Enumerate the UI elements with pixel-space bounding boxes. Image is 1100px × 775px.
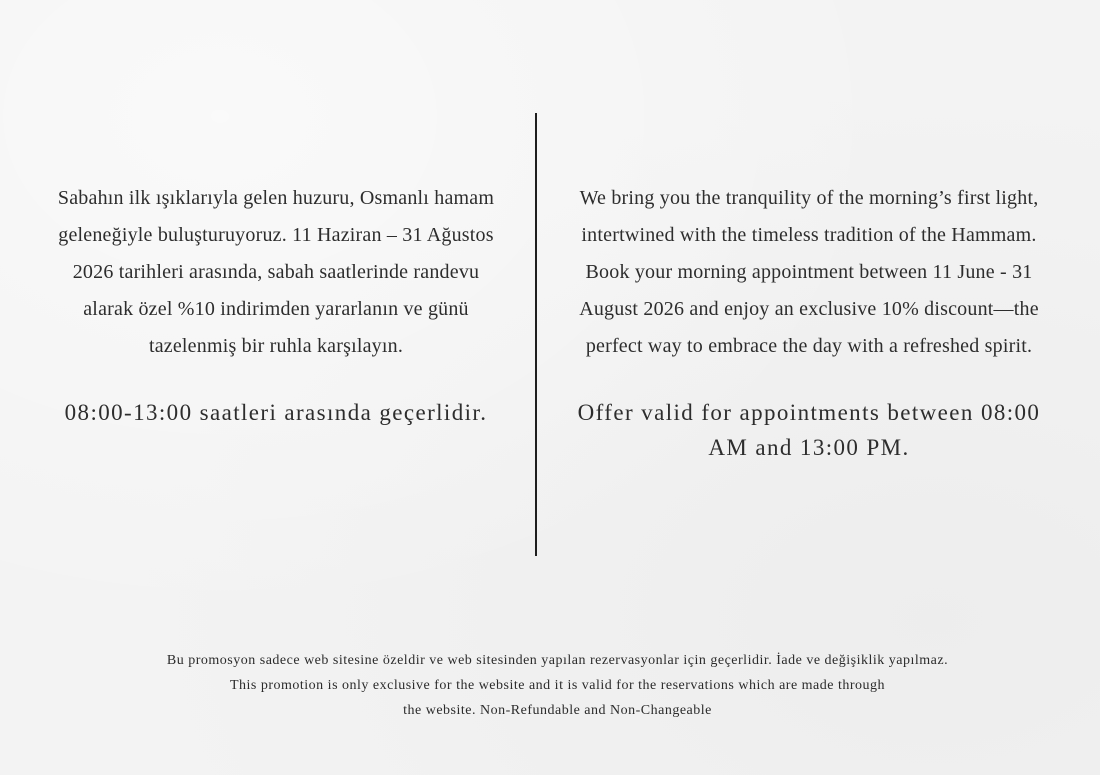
english-description: We bring you the tranquility of the morning’s first light, intertwined with the timeless tradition of the Hammam. Book your morning appointment between 11 June - 31 August 2026 and enjoy an exclusive 10% discount—the perfect way to embrace the day with a refreshed spirit.: [579, 187, 1039, 357]
english-hours-note: Offer valid for appointments between 08:00 AM and 13:00 PM.: [577, 400, 1041, 460]
turkish-column: [50, 180, 502, 430]
terms-english-line-1: This promotion is only exclusive for the website and it is valid for the reservations which are made through: [229, 678, 886, 693]
terms-footer: [60, 648, 1055, 723]
terms-turkish: Bu promosyon sadece web sitesine özeldir ve web sitesinden yapılan rezervasyonlar için geçerlidir. İade ve değişiklik yapılmaz.: [166, 653, 949, 668]
vertical-divider: [535, 113, 537, 556]
english-column: [566, 180, 1052, 465]
terms-english-line-2: the website. Non-Refundable and Non-Changeable: [403, 703, 712, 718]
turkish-hours-note: 08:00-13:00 saatleri arasında geçerlidir.: [64, 400, 488, 425]
turkish-description: Sabahın ilk ışıklarıyla gelen huzuru, Osmanlı hamam geleneğiyle buluşturuyoruz. 11 Haziran – 31 Ağustos 2026 tarihleri arasında, sabah saatlerinde randevu alarak özel %10 indirimden yararlanın ve günü tazelenmiş bir ruhla karşılayın.: [57, 187, 495, 357]
